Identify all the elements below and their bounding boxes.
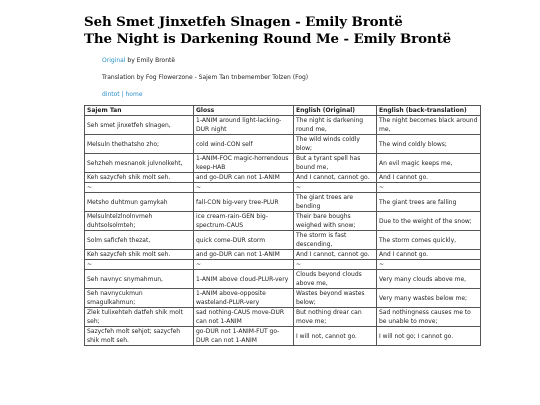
cell-english-original: Clouds beyond clouds above me, <box>294 270 377 289</box>
cell-back-translation: And I cannot go. <box>377 173 481 183</box>
stanza-separator-row <box>85 183 481 193</box>
table-header-row <box>85 106 481 116</box>
cell-gloss: sad nothing-CAUS move-DUR can not 1-ANIM <box>194 308 294 327</box>
table-row <box>85 135 481 154</box>
table-row <box>85 212 481 231</box>
translation-credit: Translation by Fog Flowerzone - Sajem Tan tnbemember Tolzen (Fog) <box>102 74 309 81</box>
table-row <box>85 154 481 173</box>
header-english-original: English (Original) <box>294 106 377 116</box>
cell-back-translation: An evil magic keeps me, <box>377 154 481 173</box>
cell-english-original: I will not, cannot go. <box>294 327 377 346</box>
cell-back-translation: Very many clouds above me, <box>377 270 481 289</box>
cell-english-original: The wild winds coldly blow; <box>294 135 377 154</box>
table-row <box>85 289 481 308</box>
home-link[interactable]: home <box>125 91 143 98</box>
cell-english-original: And I cannot, cannot go. <box>294 173 377 183</box>
separator-cell: ~ <box>294 183 377 193</box>
cell-back-translation: I will not go; I cannot go. <box>377 327 481 346</box>
cell-sajem-tan: Solm saficfeh thezat, <box>85 231 194 250</box>
cell-english-original: The storm is fast descending, <box>294 231 377 250</box>
title-line-1: Seh Smet Jinxetfeh Slnagen - Emily Brontë <box>84 14 403 30</box>
table-row <box>85 173 481 183</box>
cell-back-translation: The night becomes black around me, <box>377 116 481 135</box>
cell-gloss: go-DUR not 1-ANIM-FUT go-DUR can not 1-ANIM <box>194 327 294 346</box>
title-line-2: The Night is Darkening Round Me - Emily Brontë <box>84 31 452 47</box>
cell-back-translation: Due to the weight of the snow; <box>377 212 481 231</box>
cell-sajem-tan: Sehzheh mesnanok julvnolkeht, <box>85 154 194 173</box>
nav-separator: | <box>119 91 126 98</box>
cell-gloss: and go-DUR can not 1-ANIM <box>194 250 294 260</box>
separator-cell: ~ <box>377 183 481 193</box>
separator-cell: ~ <box>377 260 481 270</box>
cell-back-translation: Sad nothingness causes me to be unable to move; <box>377 308 481 327</box>
cell-sajem-tan: Keh sazycfeh shik molt seh. <box>85 250 194 260</box>
cell-gloss: 1-ANIM above cloud-PLUR-very <box>194 270 294 289</box>
page-title <box>84 14 480 48</box>
original-link[interactable]: Original <box>102 57 126 64</box>
cell-back-translation: The giant trees are falling <box>377 193 481 212</box>
table-row <box>85 116 481 135</box>
cell-english-original: But nothing drear can move me; <box>294 308 377 327</box>
original-author: by Emily Brontë <box>125 57 176 64</box>
cell-sajem-tan: Metsho duhtmun gamykah <box>85 193 194 212</box>
cell-sajem-tan: Zlek tulixehteh datfeh shik molt seh; <box>85 308 194 327</box>
table-row <box>85 308 481 327</box>
cell-sajem-tan: Melsuln thethatsho zho; <box>85 135 194 154</box>
cell-back-translation: Very many wastes below me; <box>377 289 481 308</box>
header-english-back-translation: English (back-translation) <box>377 106 481 116</box>
table-row <box>85 193 481 212</box>
separator-cell: ~ <box>194 260 294 270</box>
table-row <box>85 327 481 346</box>
original-credit <box>102 57 480 64</box>
cell-gloss: ice cream-rain-GEN big-spectrum-CAUS <box>194 212 294 231</box>
cell-english-original: Their bare boughs weighed with snow; <box>294 212 377 231</box>
separator-cell: ~ <box>85 260 194 270</box>
separator-cell: ~ <box>194 183 294 193</box>
cell-sajem-tan: Sazycfeh molt sehjot; sazycfeh shik molt seh. <box>85 327 194 346</box>
cell-gloss: cold wind-CON self <box>194 135 294 154</box>
cell-sajem-tan: Seh smet jinxetfeh slnagen, <box>85 116 194 135</box>
cell-gloss: fall-CON big-very tree-PLUR <box>194 193 294 212</box>
cell-sajem-tan: Keh sazycfeh shik molt seh. <box>85 173 194 183</box>
cell-english-original: But a tyrant spell has bound me, <box>294 154 377 173</box>
header-gloss: Gloss <box>194 106 294 116</box>
cell-english-original: The night is darkening round me, <box>294 116 377 135</box>
cell-back-translation: The wind coldly blows; <box>377 135 481 154</box>
cell-sajem-tan: Seh navnycukmun smagulkahmun; <box>85 289 194 308</box>
cell-english-original: And I cannot, cannot go. <box>294 250 377 260</box>
table-row <box>85 231 481 250</box>
cell-english-original: Wastes beyond wastes below; <box>294 289 377 308</box>
page-content <box>84 14 480 346</box>
separator-cell: ~ <box>294 260 377 270</box>
cell-back-translation: The storm comes quickly, <box>377 231 481 250</box>
table-row <box>85 250 481 260</box>
nav-links <box>102 91 480 98</box>
dintot-link[interactable]: dintot <box>102 91 120 98</box>
translation-table <box>84 105 481 346</box>
cell-sajem-tan: Melsulntelzlnolnvmeh duhtsolsolmteh; <box>85 212 194 231</box>
stanza-separator-row <box>85 260 481 270</box>
table-row <box>85 270 481 289</box>
cell-gloss: and go-DUR can not 1-ANIM <box>194 173 294 183</box>
cell-gloss: 1-ANIM above-opposite wasteland-PLUR-very <box>194 289 294 308</box>
separator-cell: ~ <box>85 183 194 193</box>
cell-gloss: 1-ANIM-FOC magic-horrendous keep-HAB <box>194 154 294 173</box>
header-sajem-tan: Sajem Tan <box>85 106 194 116</box>
cell-gloss: quick come-DUR storm <box>194 231 294 250</box>
cell-english-original: The giant trees are bending <box>294 193 377 212</box>
cell-back-translation: And I cannot go. <box>377 250 481 260</box>
cell-gloss: 1-ANIM around light-lacking-DUR night <box>194 116 294 135</box>
cell-sajem-tan: Seh navnyc snymahmun, <box>85 270 194 289</box>
